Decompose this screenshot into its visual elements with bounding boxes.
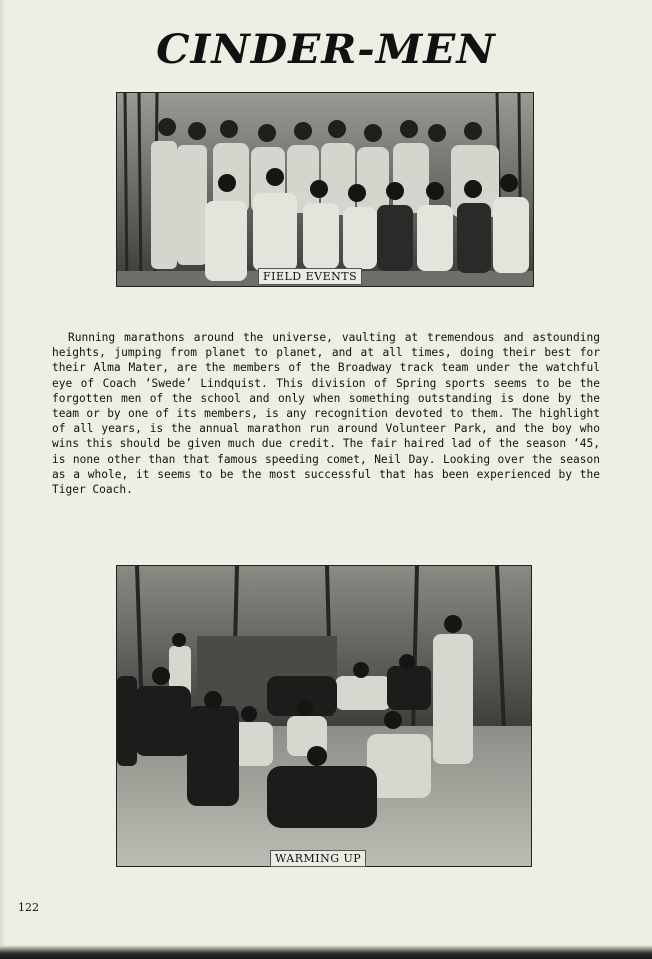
- article-body: [52, 330, 600, 497]
- page-title: CINDER-MEN: [156, 26, 496, 73]
- warming-up-photo: [116, 565, 532, 867]
- field-events-caption: FIELD EVENTS: [258, 268, 362, 285]
- warming-up-caption: WARMING UP: [270, 850, 366, 867]
- page-bottom-edge: [0, 945, 652, 959]
- article-paragraph: Running marathons around the universe, vaulting at tremendous and astounding heights, jumping from planet to planet, and at all times, doing their best for their Alma Mater, are the members of the Broadway track team under the watchful eye of Coach ‘Swede’ Lindquist. This division of Spring sports seems to be the forgotten men of the school and only when something outstanding is done by the team or by one of its members, is any recognition devoted to them. The highlight of all years, is the annual marathon run around Volunteer Park, and the boy who wins this should be given much due credit. The fair haired lad of the season ‘45, is none other than that famous speeding comet, Neil Day. Looking over the season as a whole, it seems to be the most successful that has been experienced by the Tiger Coach.: [52, 331, 600, 497]
- page-edge: [0, 0, 6, 959]
- page-number: 122: [18, 901, 39, 914]
- field-events-photo: [116, 92, 534, 287]
